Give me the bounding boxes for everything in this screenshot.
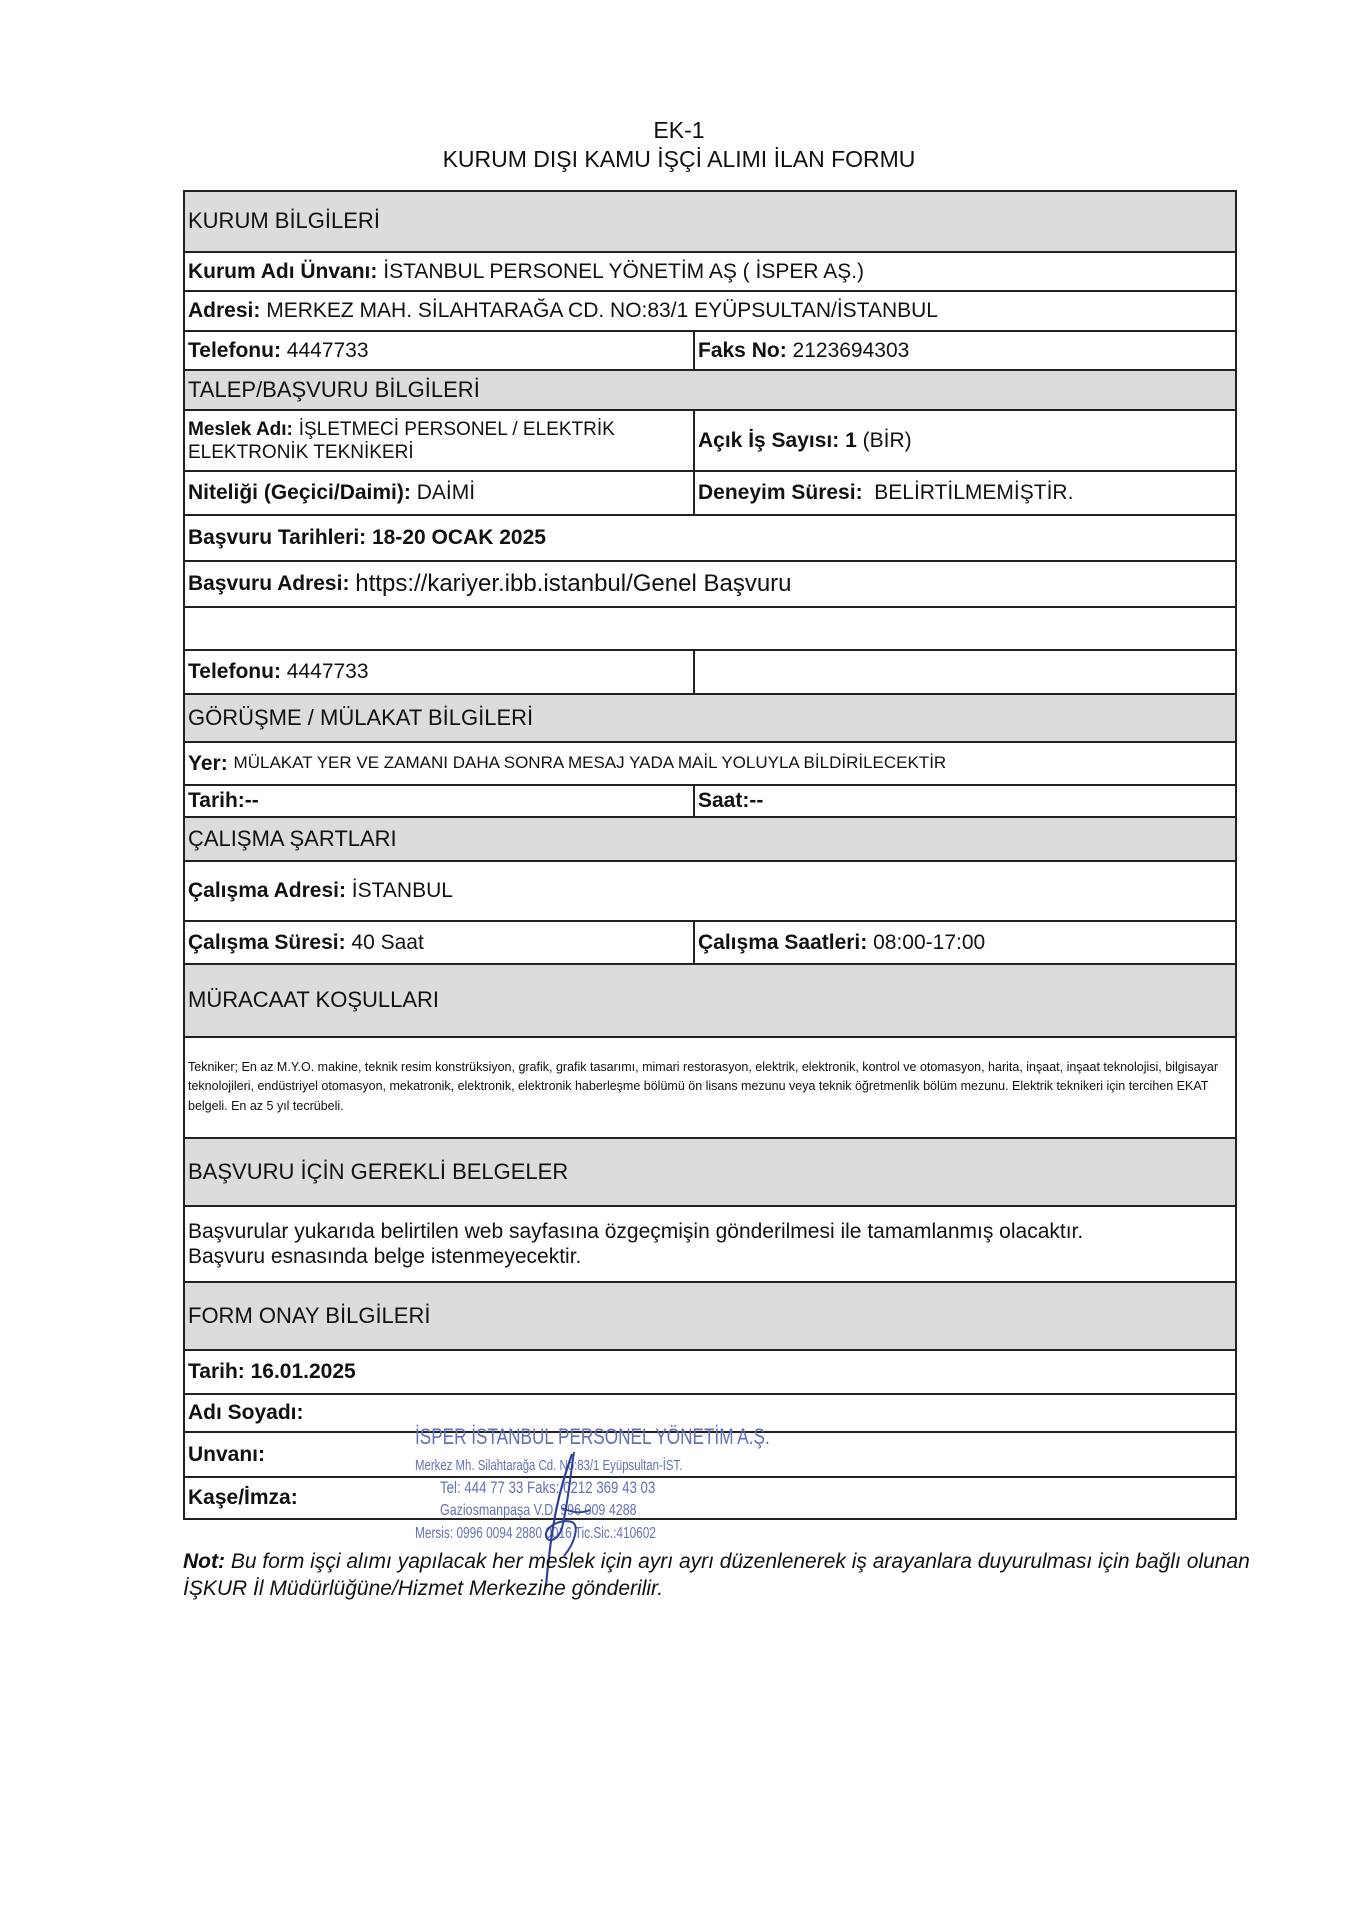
basvuru-tarih-cell bbox=[185, 516, 1235, 560]
kurum-phone-row bbox=[185, 330, 1235, 369]
field-value: MERKEZ MAH. SİLAHTARAĞA CD. NO:83/1 EYÜPSULTAN/İSTANBUL bbox=[266, 299, 938, 323]
nitelik-cell bbox=[185, 472, 695, 514]
muracaat-text-row bbox=[185, 1036, 1235, 1137]
belgeler-text-row bbox=[185, 1205, 1235, 1281]
meslek-row bbox=[185, 409, 1235, 470]
field-value: İSTANBUL bbox=[351, 879, 453, 903]
basvuru-link[interactable]: https://kariyer.ibb.istanbul/Genel Başvuru bbox=[355, 569, 792, 597]
field-value: 4447733 bbox=[286, 338, 369, 362]
field-label: Açık İş Sayısı: 1 bbox=[698, 428, 857, 452]
basvuru-adres-cell bbox=[185, 562, 1235, 606]
kurum-address-row bbox=[185, 290, 1235, 330]
stamp-line: Tel: 444 77 33 Faks: 0212 369 43 03 bbox=[440, 1478, 656, 1497]
field-label: Çalışma Adresi: bbox=[188, 879, 346, 903]
field-value-cont: ELEKTRONİK TEKNİKERİ bbox=[188, 442, 414, 463]
empty-cell bbox=[185, 608, 1235, 649]
field-label: Başvuru Adresi: bbox=[188, 572, 350, 596]
stamp-line: Gaziosmanpaşa V.D. 996 009 4288 bbox=[440, 1502, 637, 1519]
field-label: Saat:-- bbox=[698, 789, 764, 813]
onay-tarih-cell bbox=[185, 1351, 1235, 1393]
field-value: İSTANBUL PERSONEL YÖNETİM AŞ ( İSPER AŞ.) bbox=[383, 259, 865, 283]
note-label: Not: bbox=[183, 1550, 225, 1573]
job-posting-form bbox=[183, 190, 1237, 1520]
section-title: GÖRÜŞME / MÜLAKAT BİLGİLERİ bbox=[185, 695, 1235, 741]
field-label: Başvuru Tarihleri: 18-20 OCAK 2025 bbox=[188, 526, 546, 550]
kurum-name-row bbox=[185, 251, 1235, 290]
section-calisma bbox=[185, 816, 1235, 860]
section-title: BAŞVURU İÇİN GEREKLİ BELGELER bbox=[185, 1139, 1235, 1205]
field-value: BELİRTİLMEMİŞTİR. bbox=[874, 481, 1074, 505]
belgeler-text-cell bbox=[185, 1207, 1235, 1281]
footer-note bbox=[183, 1548, 1253, 1603]
field-label: Meslek Adı: bbox=[188, 419, 293, 441]
calisma-saat-cell bbox=[695, 922, 1235, 963]
field-value: 40 Saat bbox=[351, 930, 424, 954]
section-muracaat bbox=[185, 963, 1235, 1036]
section-title: TALEP/BAŞVURU BİLGİLERİ bbox=[185, 371, 1235, 409]
stamp-line: İSPER İSTANBUL PERSONEL YÖNETİM A.Ş. bbox=[415, 1424, 770, 1449]
field-label: Telefonu: bbox=[188, 660, 281, 684]
phone-cell bbox=[185, 332, 695, 369]
field-label: Kurum Adı Ünvanı: bbox=[188, 259, 378, 283]
field-label: Tarih: 16.01.2025 bbox=[188, 1360, 356, 1384]
field-value: 2123694303 bbox=[792, 338, 910, 362]
yer-row bbox=[185, 741, 1235, 784]
section-title: MÜRACAAT KOŞULLARI bbox=[185, 965, 1235, 1036]
form-title: KURUM DIŞI KAMU İŞÇİ ALIMI İLAN FORMU bbox=[442, 146, 916, 172]
field-label: Telefonu: bbox=[188, 338, 281, 362]
field-value: 4447733 bbox=[286, 660, 369, 684]
section-title: FORM ONAY BİLGİLERİ bbox=[185, 1283, 1235, 1349]
nitelik-row bbox=[185, 470, 1235, 514]
field-label: Yer: bbox=[188, 751, 228, 775]
section-belgeler bbox=[185, 1137, 1235, 1205]
kurum-address-cell bbox=[185, 292, 1235, 330]
field-value: (BİR) bbox=[862, 428, 912, 452]
note-text: Bu form işçi alımı yapılacak her meslek için ayrı ayrı düzenlenerek iş arayanlara duyurulması için bağlı olunan İŞKUR İl Müdürlüğüne/Hizmet Merkezine gönderilir. bbox=[183, 1550, 1250, 1601]
field-label: Kaşe/İmza: bbox=[188, 1486, 298, 1510]
tarih-saat-row bbox=[185, 784, 1235, 816]
section-gorusme bbox=[185, 693, 1235, 741]
phone-cell bbox=[185, 651, 695, 693]
talep-phone-row bbox=[185, 649, 1235, 693]
stamp-line: Mersis: 0996 0094 2880 0016 Tic.Sic.:410602 bbox=[415, 1525, 656, 1542]
muracaat-text: Tekniker; En az M.Y.O. makine, teknik resim konstrüksiyon, grafik, grafik tasarımı, mimari restorasyon, elektrik, elektronik, kontrol ve otomasyon, harita, inşaat, inşaat teknolojisi, bilgisayar teknolojileri, endüstriyel otomasyon, mekatronik, elektronik, elektronik haberleşme bölümü ön lisans mezunu veya teknik öğretmenlik bölüm mezunu. Elektrik teknikeri için tercihen EKAT belgeli. En az 5 yıl tecrübeli. bbox=[188, 1060, 1219, 1113]
section-title: ÇALIŞMA ŞARTLARI bbox=[185, 818, 1235, 860]
field-value: 08:00-17:00 bbox=[873, 930, 986, 954]
calisma-sure-row bbox=[185, 920, 1235, 963]
field-value: DAİMİ bbox=[416, 481, 476, 505]
saat-cell bbox=[695, 786, 1235, 816]
section-onay bbox=[185, 1281, 1235, 1349]
field-label: Çalışma Saatleri: bbox=[698, 930, 868, 954]
belgeler-line: Başvuru esnasında belge istenmeyecektir. bbox=[188, 1245, 582, 1268]
fax-cell bbox=[695, 332, 1235, 369]
field-label: Adı Soyadı: bbox=[188, 1401, 304, 1425]
form-code: EK-1 bbox=[653, 117, 705, 143]
field-label: Adresi: bbox=[188, 299, 261, 323]
acik-is-cell bbox=[695, 411, 1235, 470]
basvuru-adres-row bbox=[185, 560, 1235, 606]
field-value: İŞLETMECİ PERSONEL / ELEKTRİK bbox=[298, 419, 615, 441]
calisma-adres-cell bbox=[185, 862, 1235, 920]
kurum-name-cell bbox=[185, 253, 1235, 290]
stamp-line: Merkez Mh. Silahtarağa Cd. No:83/1 Eyüpsultan-İST. bbox=[415, 1457, 683, 1474]
section-talep bbox=[185, 369, 1235, 409]
field-label: Unvanı: bbox=[188, 1442, 266, 1466]
empty-row bbox=[185, 606, 1235, 649]
field-label: Çalışma Süresi: bbox=[188, 930, 346, 954]
field-label: Faks No: bbox=[698, 338, 787, 362]
belgeler-line: Başvurular yukarıda belirtilen web sayfasına özgeçmişin gönderilmesi ile tamamlanmış olacaktır. bbox=[188, 1219, 1084, 1243]
field-label: Niteliği (Geçici/Daimi): bbox=[188, 481, 411, 505]
field-value: MÜLAKAT YER VE ZAMANI DAHA SONRA MESAJ YADA MAİL YOLUYLA BİLDİRİLECEKTİR bbox=[233, 753, 947, 773]
empty-cell bbox=[695, 651, 1235, 693]
yer-cell bbox=[185, 743, 1235, 784]
tarih-cell bbox=[185, 786, 695, 816]
field-label: Tarih:-- bbox=[188, 789, 259, 813]
section-kurum bbox=[185, 192, 1235, 251]
deneyim-cell bbox=[695, 472, 1235, 514]
section-title: KURUM BİLGİLERİ bbox=[185, 192, 1235, 251]
calisma-adres-row bbox=[185, 860, 1235, 920]
basvuru-tarih-row bbox=[185, 514, 1235, 560]
calisma-sure-cell bbox=[185, 922, 695, 963]
onay-tarih-row bbox=[185, 1349, 1235, 1393]
field-label: Deneyim Süresi: bbox=[698, 481, 863, 505]
meslek-cell bbox=[185, 411, 695, 470]
